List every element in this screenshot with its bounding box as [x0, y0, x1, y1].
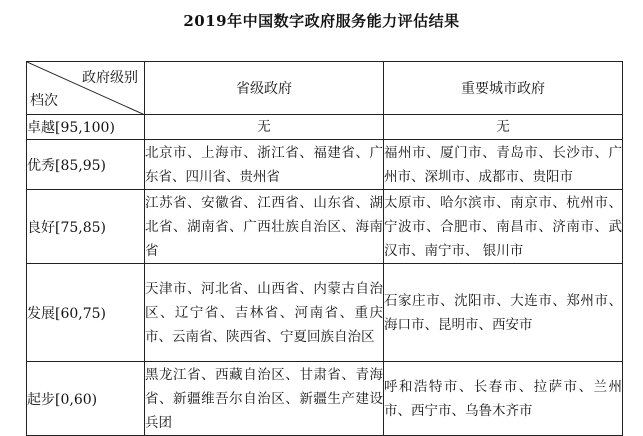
page-title: 2019年中国数字政府服务能力评估结果 [183, 12, 460, 30]
table-row [27, 190, 623, 264]
province-list: 无 [145, 115, 384, 140]
city-list: 无 [384, 115, 623, 140]
grade-label: 起步[0,60) [27, 362, 145, 436]
table-row [27, 140, 623, 190]
header-city: 重要城市政府 [384, 62, 623, 115]
province-list: 天津市、河北省、山西省、内蒙古自治区、辽宁省、吉林省、河南省、重庆市、云南省、陕西省、宁夏回族自治区 [145, 264, 384, 362]
city-list: 福州市、厦门市、青岛市、长沙市、广州市、深圳市、成都市、贵阳市 [384, 140, 623, 190]
city-list: 呼和浩特市、长春市、拉萨市、兰州市、西宁市、乌鲁木齐市 [384, 362, 623, 436]
table-header-row [27, 62, 623, 115]
province-list: 江苏省、安徽省、江西省、山东省、湖北省、湖南省、广西壮族自治区、海南省 [145, 190, 384, 264]
header-grade: 档次 [30, 93, 58, 109]
diagonal-header-cell [27, 62, 145, 115]
grade-label: 卓越[95,100) [27, 115, 145, 140]
header-province: 省级政府 [145, 62, 384, 115]
province-list: 黑龙江省、西藏自治区、甘肃省、青海省、新疆维吾尔自治区、新疆生产建设兵团 [145, 362, 384, 436]
province-list: 北京市、上海市、浙江省、福建省、广东省、四川省、贵州省 [145, 140, 384, 190]
table-row [27, 264, 623, 362]
grade-label: 良好[75,85) [27, 190, 145, 264]
header-government-level: 政府级别 [82, 70, 138, 86]
city-list: 石家庄市、沈阳市、大连市、郑州市、海口市、昆明市、西安市 [384, 264, 623, 362]
grade-label: 优秀[85,95) [27, 140, 145, 190]
table-row [27, 115, 623, 140]
table-row [27, 362, 623, 436]
city-list: 太原市、哈尔滨市、南京市、杭州市、宁波市、合肥市、南昌市、济南市、武汉市、南宁市、 银川市 [384, 190, 623, 264]
grade-label: 发展[60,75) [27, 264, 145, 362]
evaluation-table [26, 61, 623, 436]
